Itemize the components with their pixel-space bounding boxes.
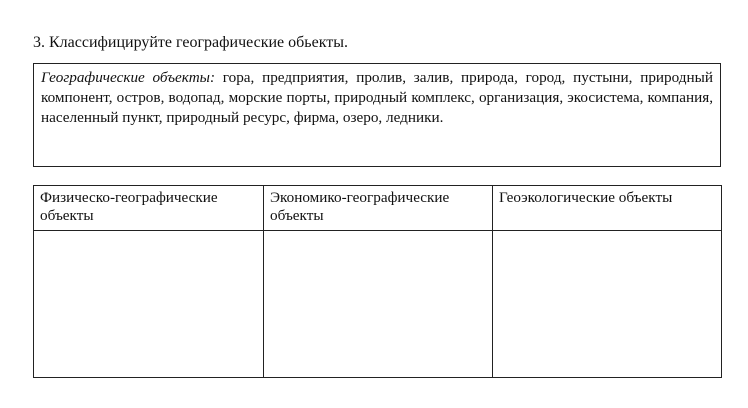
table-header-row (34, 186, 722, 231)
header-geoecological: Геоэкологические объекты (493, 186, 722, 231)
objects-list-text: гора, предприятия, пролив, залив, природа, город, пустыни, природный компонент, остров, водопад, морские порты, природный комплекс, организация, экосистема, компания, населенный пункт, природный ресурс, фирма, озеро, ледники. (41, 69, 713, 126)
header-economic-geographic: Экономико-географические объекты (264, 186, 493, 231)
objects-list-box (33, 63, 721, 167)
header-physical-geographic: Физическо-географические объекты (34, 186, 264, 231)
cell-physical-geographic[interactable] (34, 231, 264, 378)
cell-geoecological[interactable] (493, 231, 722, 378)
classification-table (33, 185, 722, 378)
task-title: 3. Классифицируйте географические обьекты. (33, 34, 348, 51)
cell-economic-geographic[interactable] (264, 231, 493, 378)
table-row (34, 231, 722, 378)
objects-list-lead: Географические объекты: (41, 69, 216, 86)
